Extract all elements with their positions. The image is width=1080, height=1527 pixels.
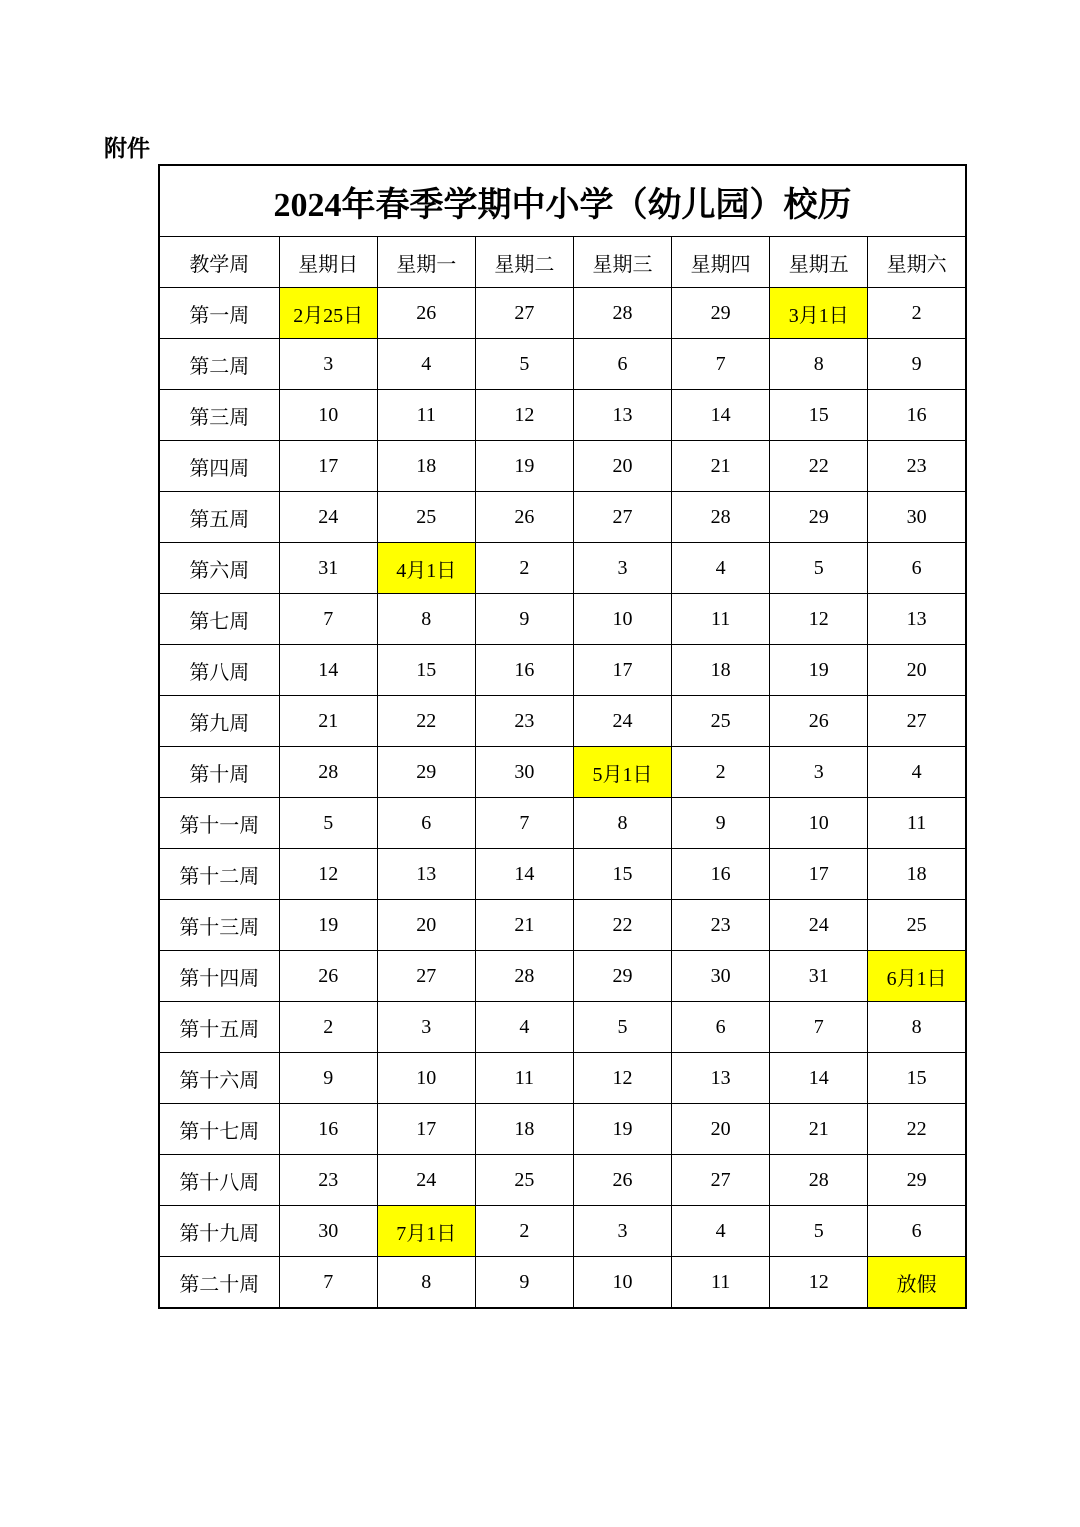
week-label: 第十九周 — [159, 1206, 279, 1257]
header-row — [159, 237, 966, 288]
date-cell: 14 — [770, 1053, 868, 1104]
week-row — [159, 849, 966, 900]
date-cell: 16 — [672, 849, 770, 900]
date-cell: 28 — [672, 492, 770, 543]
date-cell: 13 — [377, 849, 475, 900]
date-cell: 30 — [475, 747, 573, 798]
highlighted-date-cell: 4月1日 — [377, 543, 475, 594]
date-cell: 22 — [770, 441, 868, 492]
header-wednesday: 星期三 — [573, 237, 671, 288]
week-label: 第十周 — [159, 747, 279, 798]
date-cell: 20 — [573, 441, 671, 492]
date-cell: 31 — [770, 951, 868, 1002]
date-cell: 10 — [279, 390, 377, 441]
date-cell: 5 — [475, 339, 573, 390]
date-cell: 30 — [672, 951, 770, 1002]
week-row — [159, 390, 966, 441]
date-cell: 9 — [475, 1257, 573, 1309]
week-row — [159, 339, 966, 390]
date-cell: 3 — [770, 747, 868, 798]
date-cell: 22 — [573, 900, 671, 951]
date-cell: 24 — [377, 1155, 475, 1206]
date-cell: 15 — [377, 645, 475, 696]
date-cell: 7 — [279, 594, 377, 645]
date-cell: 13 — [573, 390, 671, 441]
header-thursday: 星期四 — [672, 237, 770, 288]
date-cell: 31 — [279, 543, 377, 594]
header-saturday: 星期六 — [868, 237, 966, 288]
week-label: 第十七周 — [159, 1104, 279, 1155]
date-cell: 29 — [770, 492, 868, 543]
week-row — [159, 1104, 966, 1155]
date-cell: 23 — [672, 900, 770, 951]
date-cell: 13 — [672, 1053, 770, 1104]
date-cell: 2 — [475, 543, 573, 594]
attachment-label: 附件 — [104, 136, 150, 162]
date-cell: 30 — [868, 492, 966, 543]
date-cell: 21 — [475, 900, 573, 951]
date-cell: 4 — [672, 543, 770, 594]
highlighted-date-cell: 7月1日 — [377, 1206, 475, 1257]
date-cell: 19 — [475, 441, 573, 492]
date-cell: 6 — [573, 339, 671, 390]
date-cell: 2 — [475, 1206, 573, 1257]
date-cell: 30 — [279, 1206, 377, 1257]
date-cell: 14 — [279, 645, 377, 696]
date-cell: 8 — [377, 594, 475, 645]
week-row — [159, 1155, 966, 1206]
date-cell: 16 — [279, 1104, 377, 1155]
week-label: 第十四周 — [159, 951, 279, 1002]
date-cell: 12 — [475, 390, 573, 441]
date-cell: 17 — [573, 645, 671, 696]
date-cell: 24 — [573, 696, 671, 747]
date-cell: 29 — [868, 1155, 966, 1206]
week-label: 第十二周 — [159, 849, 279, 900]
week-label: 第十五周 — [159, 1002, 279, 1053]
date-cell: 21 — [770, 1104, 868, 1155]
highlighted-date-cell: 6月1日 — [868, 951, 966, 1002]
date-cell: 6 — [868, 543, 966, 594]
header-sunday: 星期日 — [279, 237, 377, 288]
date-cell: 23 — [868, 441, 966, 492]
date-cell: 19 — [573, 1104, 671, 1155]
date-cell: 28 — [573, 288, 671, 339]
highlighted-date-cell: 3月1日 — [770, 288, 868, 339]
date-cell: 6 — [672, 1002, 770, 1053]
week-row — [159, 747, 966, 798]
header-friday: 星期五 — [770, 237, 868, 288]
date-cell: 28 — [770, 1155, 868, 1206]
date-cell: 16 — [868, 390, 966, 441]
date-cell: 7 — [279, 1257, 377, 1309]
date-cell: 23 — [475, 696, 573, 747]
date-cell: 18 — [868, 849, 966, 900]
date-cell: 25 — [672, 696, 770, 747]
date-cell: 7 — [475, 798, 573, 849]
date-cell: 16 — [475, 645, 573, 696]
date-cell: 11 — [672, 594, 770, 645]
week-row — [159, 900, 966, 951]
date-cell: 28 — [475, 951, 573, 1002]
date-cell: 14 — [475, 849, 573, 900]
date-cell: 15 — [770, 390, 868, 441]
date-cell: 12 — [770, 594, 868, 645]
date-cell: 26 — [573, 1155, 671, 1206]
date-cell: 25 — [377, 492, 475, 543]
date-cell: 21 — [672, 441, 770, 492]
week-row — [159, 1053, 966, 1104]
date-cell: 2 — [672, 747, 770, 798]
header-tuesday: 星期二 — [475, 237, 573, 288]
date-cell: 28 — [279, 747, 377, 798]
date-cell: 4 — [868, 747, 966, 798]
date-cell: 10 — [770, 798, 868, 849]
date-cell: 29 — [672, 288, 770, 339]
header-teaching-week: 教学周 — [159, 237, 279, 288]
week-label: 第九周 — [159, 696, 279, 747]
date-cell: 9 — [475, 594, 573, 645]
date-cell: 19 — [279, 900, 377, 951]
week-row — [159, 1002, 966, 1053]
date-cell: 26 — [279, 951, 377, 1002]
date-cell: 3 — [279, 339, 377, 390]
week-row — [159, 543, 966, 594]
highlighted-date-cell: 放假 — [868, 1257, 966, 1309]
date-cell: 6 — [868, 1206, 966, 1257]
date-cell: 19 — [770, 645, 868, 696]
date-cell: 17 — [770, 849, 868, 900]
week-label: 第十三周 — [159, 900, 279, 951]
date-cell: 13 — [868, 594, 966, 645]
week-row — [159, 951, 966, 1002]
date-cell: 9 — [868, 339, 966, 390]
date-cell: 14 — [672, 390, 770, 441]
week-label: 第十六周 — [159, 1053, 279, 1104]
date-cell: 4 — [475, 1002, 573, 1053]
week-row — [159, 1206, 966, 1257]
date-cell: 3 — [573, 1206, 671, 1257]
week-row — [159, 645, 966, 696]
header-monday: 星期一 — [377, 237, 475, 288]
date-cell: 5 — [770, 543, 868, 594]
date-cell: 11 — [672, 1257, 770, 1309]
date-cell: 27 — [868, 696, 966, 747]
week-row — [159, 441, 966, 492]
date-cell: 17 — [279, 441, 377, 492]
date-cell: 20 — [672, 1104, 770, 1155]
date-cell: 18 — [475, 1104, 573, 1155]
date-cell: 25 — [475, 1155, 573, 1206]
date-cell: 21 — [279, 696, 377, 747]
week-label: 第十一周 — [159, 798, 279, 849]
date-cell: 15 — [573, 849, 671, 900]
week-row — [159, 594, 966, 645]
date-cell: 26 — [770, 696, 868, 747]
date-cell: 11 — [377, 390, 475, 441]
date-cell: 29 — [573, 951, 671, 1002]
date-cell: 5 — [279, 798, 377, 849]
highlighted-date-cell: 2月25日 — [279, 288, 377, 339]
week-label: 第五周 — [159, 492, 279, 543]
date-cell: 3 — [573, 543, 671, 594]
date-cell: 17 — [377, 1104, 475, 1155]
date-cell: 8 — [573, 798, 671, 849]
date-cell: 10 — [573, 594, 671, 645]
date-cell: 24 — [279, 492, 377, 543]
week-label: 第四周 — [159, 441, 279, 492]
date-cell: 27 — [377, 951, 475, 1002]
date-cell: 4 — [672, 1206, 770, 1257]
highlighted-date-cell: 5月1日 — [573, 747, 671, 798]
date-cell: 24 — [770, 900, 868, 951]
date-cell: 4 — [377, 339, 475, 390]
date-cell: 26 — [475, 492, 573, 543]
week-label: 第八周 — [159, 645, 279, 696]
date-cell: 27 — [573, 492, 671, 543]
date-cell: 15 — [868, 1053, 966, 1104]
date-cell: 12 — [770, 1257, 868, 1309]
date-cell: 20 — [868, 645, 966, 696]
date-cell: 29 — [377, 747, 475, 798]
date-cell: 9 — [672, 798, 770, 849]
date-cell: 18 — [672, 645, 770, 696]
date-cell: 6 — [377, 798, 475, 849]
date-cell: 23 — [279, 1155, 377, 1206]
date-cell: 2 — [279, 1002, 377, 1053]
date-cell: 20 — [377, 900, 475, 951]
week-row — [159, 288, 966, 339]
date-cell: 27 — [672, 1155, 770, 1206]
date-cell: 11 — [475, 1053, 573, 1104]
date-cell: 22 — [868, 1104, 966, 1155]
date-cell: 5 — [573, 1002, 671, 1053]
date-cell: 10 — [377, 1053, 475, 1104]
date-cell: 18 — [377, 441, 475, 492]
week-label: 第七周 — [159, 594, 279, 645]
week-label: 第十八周 — [159, 1155, 279, 1206]
date-cell: 12 — [279, 849, 377, 900]
date-cell: 27 — [475, 288, 573, 339]
week-label: 第二十周 — [159, 1257, 279, 1309]
calendar-title: 2024年春季学期中小学（幼儿园）校历 — [159, 165, 966, 237]
date-cell: 8 — [770, 339, 868, 390]
date-cell: 9 — [279, 1053, 377, 1104]
date-cell: 22 — [377, 696, 475, 747]
date-cell: 12 — [573, 1053, 671, 1104]
week-label: 第二周 — [159, 339, 279, 390]
week-row — [159, 492, 966, 543]
week-label: 第一周 — [159, 288, 279, 339]
week-label: 第三周 — [159, 390, 279, 441]
date-cell: 2 — [868, 288, 966, 339]
week-row — [159, 1257, 966, 1309]
week-row — [159, 696, 966, 747]
date-cell: 8 — [377, 1257, 475, 1309]
week-row — [159, 798, 966, 849]
school-calendar-table — [158, 164, 967, 1309]
date-cell: 26 — [377, 288, 475, 339]
date-cell: 7 — [672, 339, 770, 390]
date-cell: 3 — [377, 1002, 475, 1053]
date-cell: 10 — [573, 1257, 671, 1309]
date-cell: 25 — [868, 900, 966, 951]
date-cell: 11 — [868, 798, 966, 849]
date-cell: 5 — [770, 1206, 868, 1257]
date-cell: 8 — [868, 1002, 966, 1053]
date-cell: 7 — [770, 1002, 868, 1053]
week-label: 第六周 — [159, 543, 279, 594]
